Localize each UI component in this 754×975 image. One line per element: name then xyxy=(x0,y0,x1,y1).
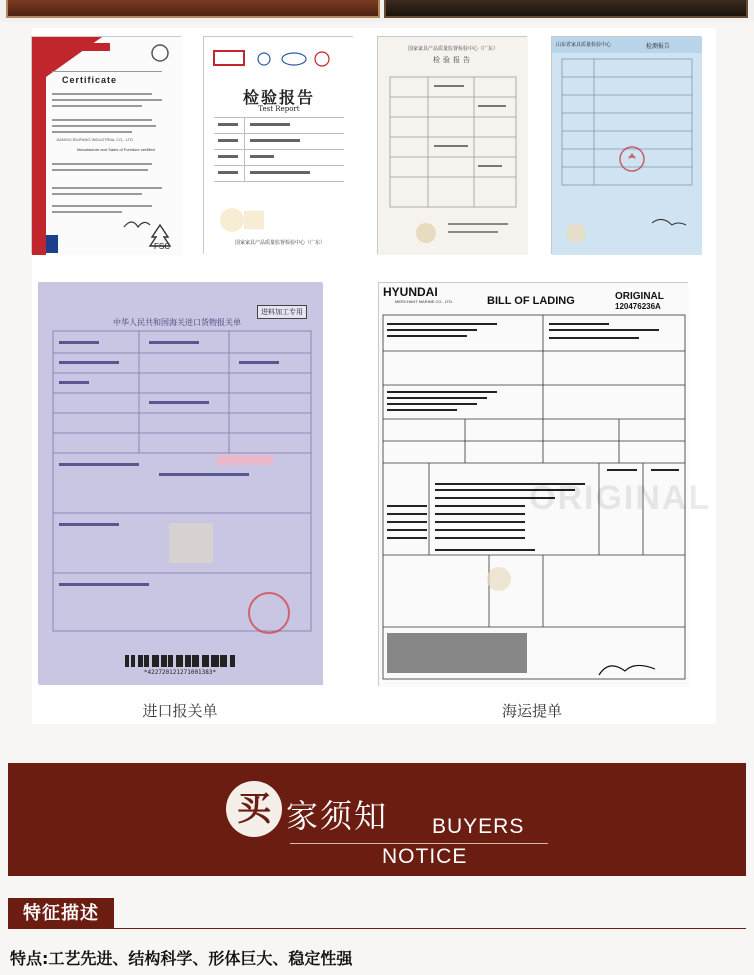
caption-customs-declaration: 进口报关单 xyxy=(142,702,218,720)
banner-title-cn: 家须知 xyxy=(286,797,389,835)
bill-watermark: ORIGINAL xyxy=(529,479,712,517)
picture-frame-right xyxy=(384,0,748,18)
test-report xyxy=(203,36,353,254)
feature-divider xyxy=(8,928,746,929)
feature-description: 特点:工艺先进、结构科学、形体巨大、稳定性强 xyxy=(10,949,353,968)
test-report-footer: 国家家具产品质量监督检验中心（广东） xyxy=(234,240,325,246)
bill-number: 120476236A xyxy=(615,302,661,311)
blue-report-header: 山东省家具质量检验中心 xyxy=(556,42,612,48)
feature-section-tag: 特征描述 xyxy=(8,898,114,929)
fsc-certificate xyxy=(31,36,181,254)
buyers-notice-banner xyxy=(8,763,746,876)
blue-test-report xyxy=(551,36,701,254)
bill-carrier: HYUNDAI xyxy=(383,285,438,299)
blue-report-title: 检测报告 xyxy=(646,43,671,50)
inspection-title: 检验报告 xyxy=(433,56,473,64)
customs-stamp: 进料加工专用 xyxy=(257,305,307,319)
customs-title: 中华人民共和国海关进口货物报关单 xyxy=(113,318,241,327)
caption-bill-of-lading: 海运提单 xyxy=(501,702,562,720)
banner-title-buyers: BUYERS xyxy=(432,815,525,838)
bill-original: ORIGINAL xyxy=(615,291,664,302)
inspection-report xyxy=(377,36,527,254)
banner-title-notice: NOTICE xyxy=(382,845,468,868)
banner-divider xyxy=(290,843,548,844)
banner-circle-char: 买 xyxy=(226,781,282,837)
bill-of-lading xyxy=(378,282,712,686)
fsc-label: FSC xyxy=(154,242,170,251)
fsc-scope: Manufacture and Sales of Furniture certified xyxy=(77,147,155,152)
bill-title: BILL OF LADING xyxy=(487,295,575,307)
top-strip xyxy=(0,0,754,22)
picture-frame-left xyxy=(6,0,380,18)
test-report-title-en: Test Report xyxy=(258,105,300,113)
test-report-title-cn: 检验报告 xyxy=(242,88,315,107)
bill-carrier-sub: MERCHANT MARINE CO., LTD. xyxy=(395,299,454,304)
inspection-header: 国家家具产品质量监督检验中心（广东） xyxy=(407,46,498,52)
customs-barcode-text: *422720121271001383* xyxy=(143,669,217,676)
customs-declaration xyxy=(38,282,322,684)
fsc-title: Certificate xyxy=(62,75,118,85)
fsc-company: JIANGXI RUIFANG INDUSTRIAL CO., LTD xyxy=(56,137,133,142)
